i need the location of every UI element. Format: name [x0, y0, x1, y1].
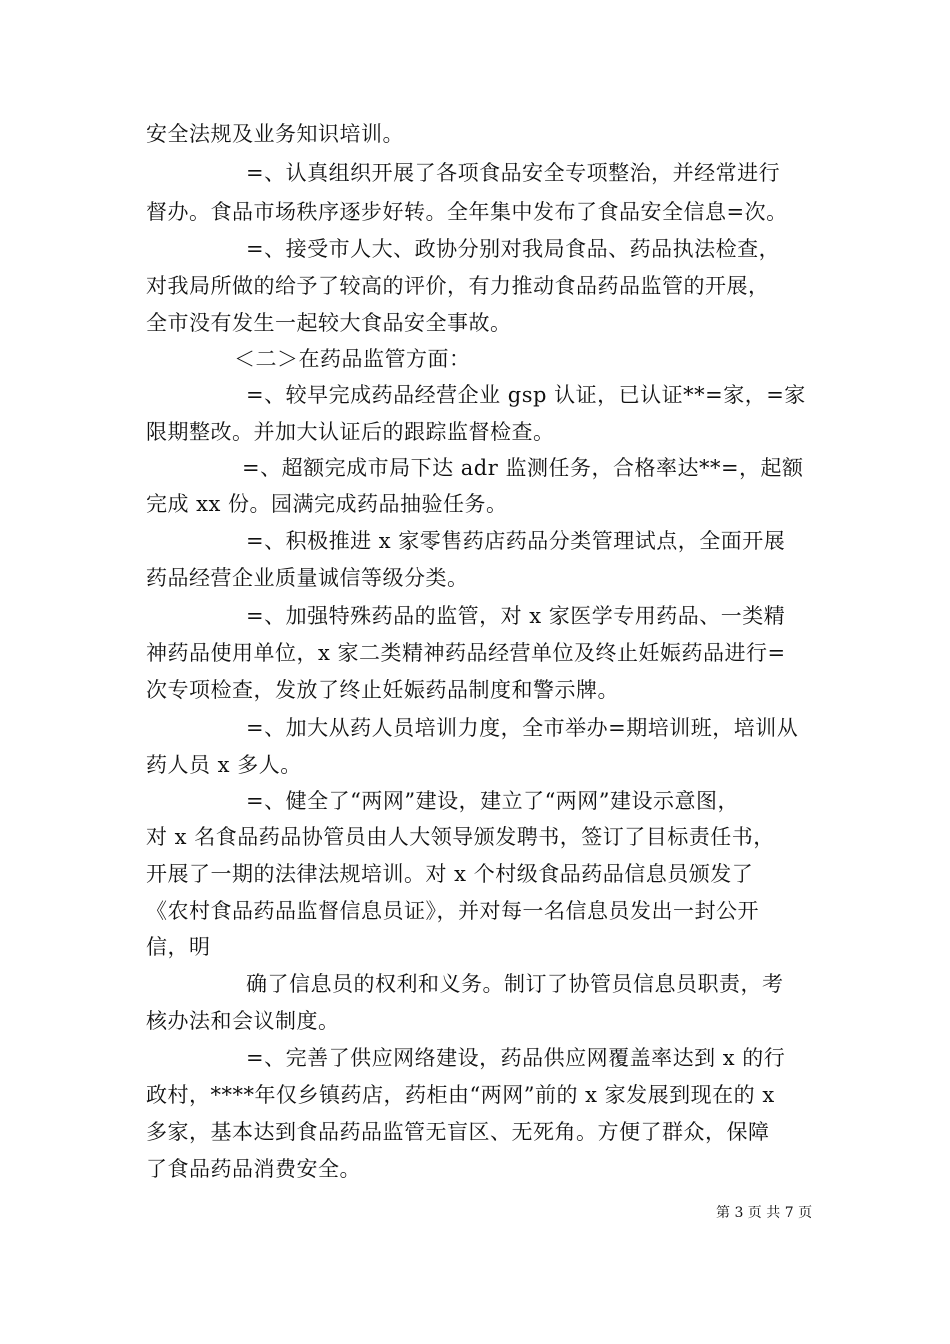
text-line: 限期整改。并加大认证后的跟踪监督检查。 — [146, 420, 555, 444]
text-line: 药品经营企业质量诚信等级分类。 — [146, 566, 469, 590]
text-line: 《农村食品药品监督信息员证》，并对每一名信息员发出一封公开 — [146, 899, 759, 923]
text-line: 药人员 x 多人。 — [146, 753, 302, 777]
text-line: 对 x 名食品药品协管员由人大领导颁发聘书，签订了目标责任书， — [146, 825, 775, 849]
text-line: 多家，基本达到食品药品监管无盲区、无死角。方便了群众，保障 — [146, 1120, 770, 1144]
text-line: 全市没有发生一起较大食品安全事故。 — [146, 311, 512, 335]
text-line: =、积极推进 x 家零售药店药品分类管理试点，全面开展 — [246, 529, 786, 553]
text-line: 督办。食品市场秩序逐步好转。全年集中发布了食品安全信息=次。 — [146, 200, 788, 224]
text-line: =、加强特殊药品的监管，对 x 家医学专用药品、一类精 — [246, 604, 786, 628]
text-line: 信，明 — [146, 935, 211, 959]
text-line: =、加大从药人员培训力度，全市举办=期培训班，培训从 — [246, 716, 799, 740]
page-number-footer: 第 3 页 共 7 页 — [716, 1205, 813, 1221]
text-line: 完成 xx 份。园满完成药品抽验任务。 — [146, 492, 508, 516]
text-line: =、较早完成药品经营企业 gsp 认证，已认证**=家，=家 — [246, 383, 806, 407]
section-heading: ＜二＞在药品监管方面： — [234, 347, 471, 371]
text-line: =、接受市人大、政协分别对我局食品、药品执法检查， — [246, 237, 781, 261]
text-line: =、完善了供应网络建设，药品供应网覆盖率达到 x 的行 — [246, 1046, 786, 1070]
text-line: 开展了一期的法律法规培训。对 x 个村级食品药品信息员颁发了 — [146, 862, 754, 886]
text-line: 对我局所做的给予了较高的评价，有力推动食品药品监管的开展， — [146, 274, 770, 298]
text-line: =、认真组织开展了各项食品安全专项整治，并经常进行 — [246, 161, 781, 185]
text-line: =、健全了“两网”建设，建立了“两网”建设示意图， — [246, 789, 740, 813]
text-line: 安全法规及业务知识培训。 — [146, 122, 404, 146]
text-line: =、超额完成市局下达 adr 监测任务，合格率达**=，起额 — [242, 456, 804, 480]
text-line: 政村，****年仅乡镇药店，药柜由“两网”前的 x 家发展到现在的 x — [146, 1083, 775, 1107]
text-line: 次专项检查，发放了终止妊娠药品制度和警示牌。 — [146, 678, 619, 702]
text-line: 核办法和会议制度。 — [146, 1009, 340, 1033]
text-line: 确了信息员的权利和义务。制订了协管员信息员职责，考 — [246, 972, 784, 996]
text-line: 神药品使用单位，x 家二类精神药品经营单位及终止妊娠药品进行= — [146, 641, 786, 665]
text-line: 了食品药品消费安全。 — [146, 1157, 361, 1181]
